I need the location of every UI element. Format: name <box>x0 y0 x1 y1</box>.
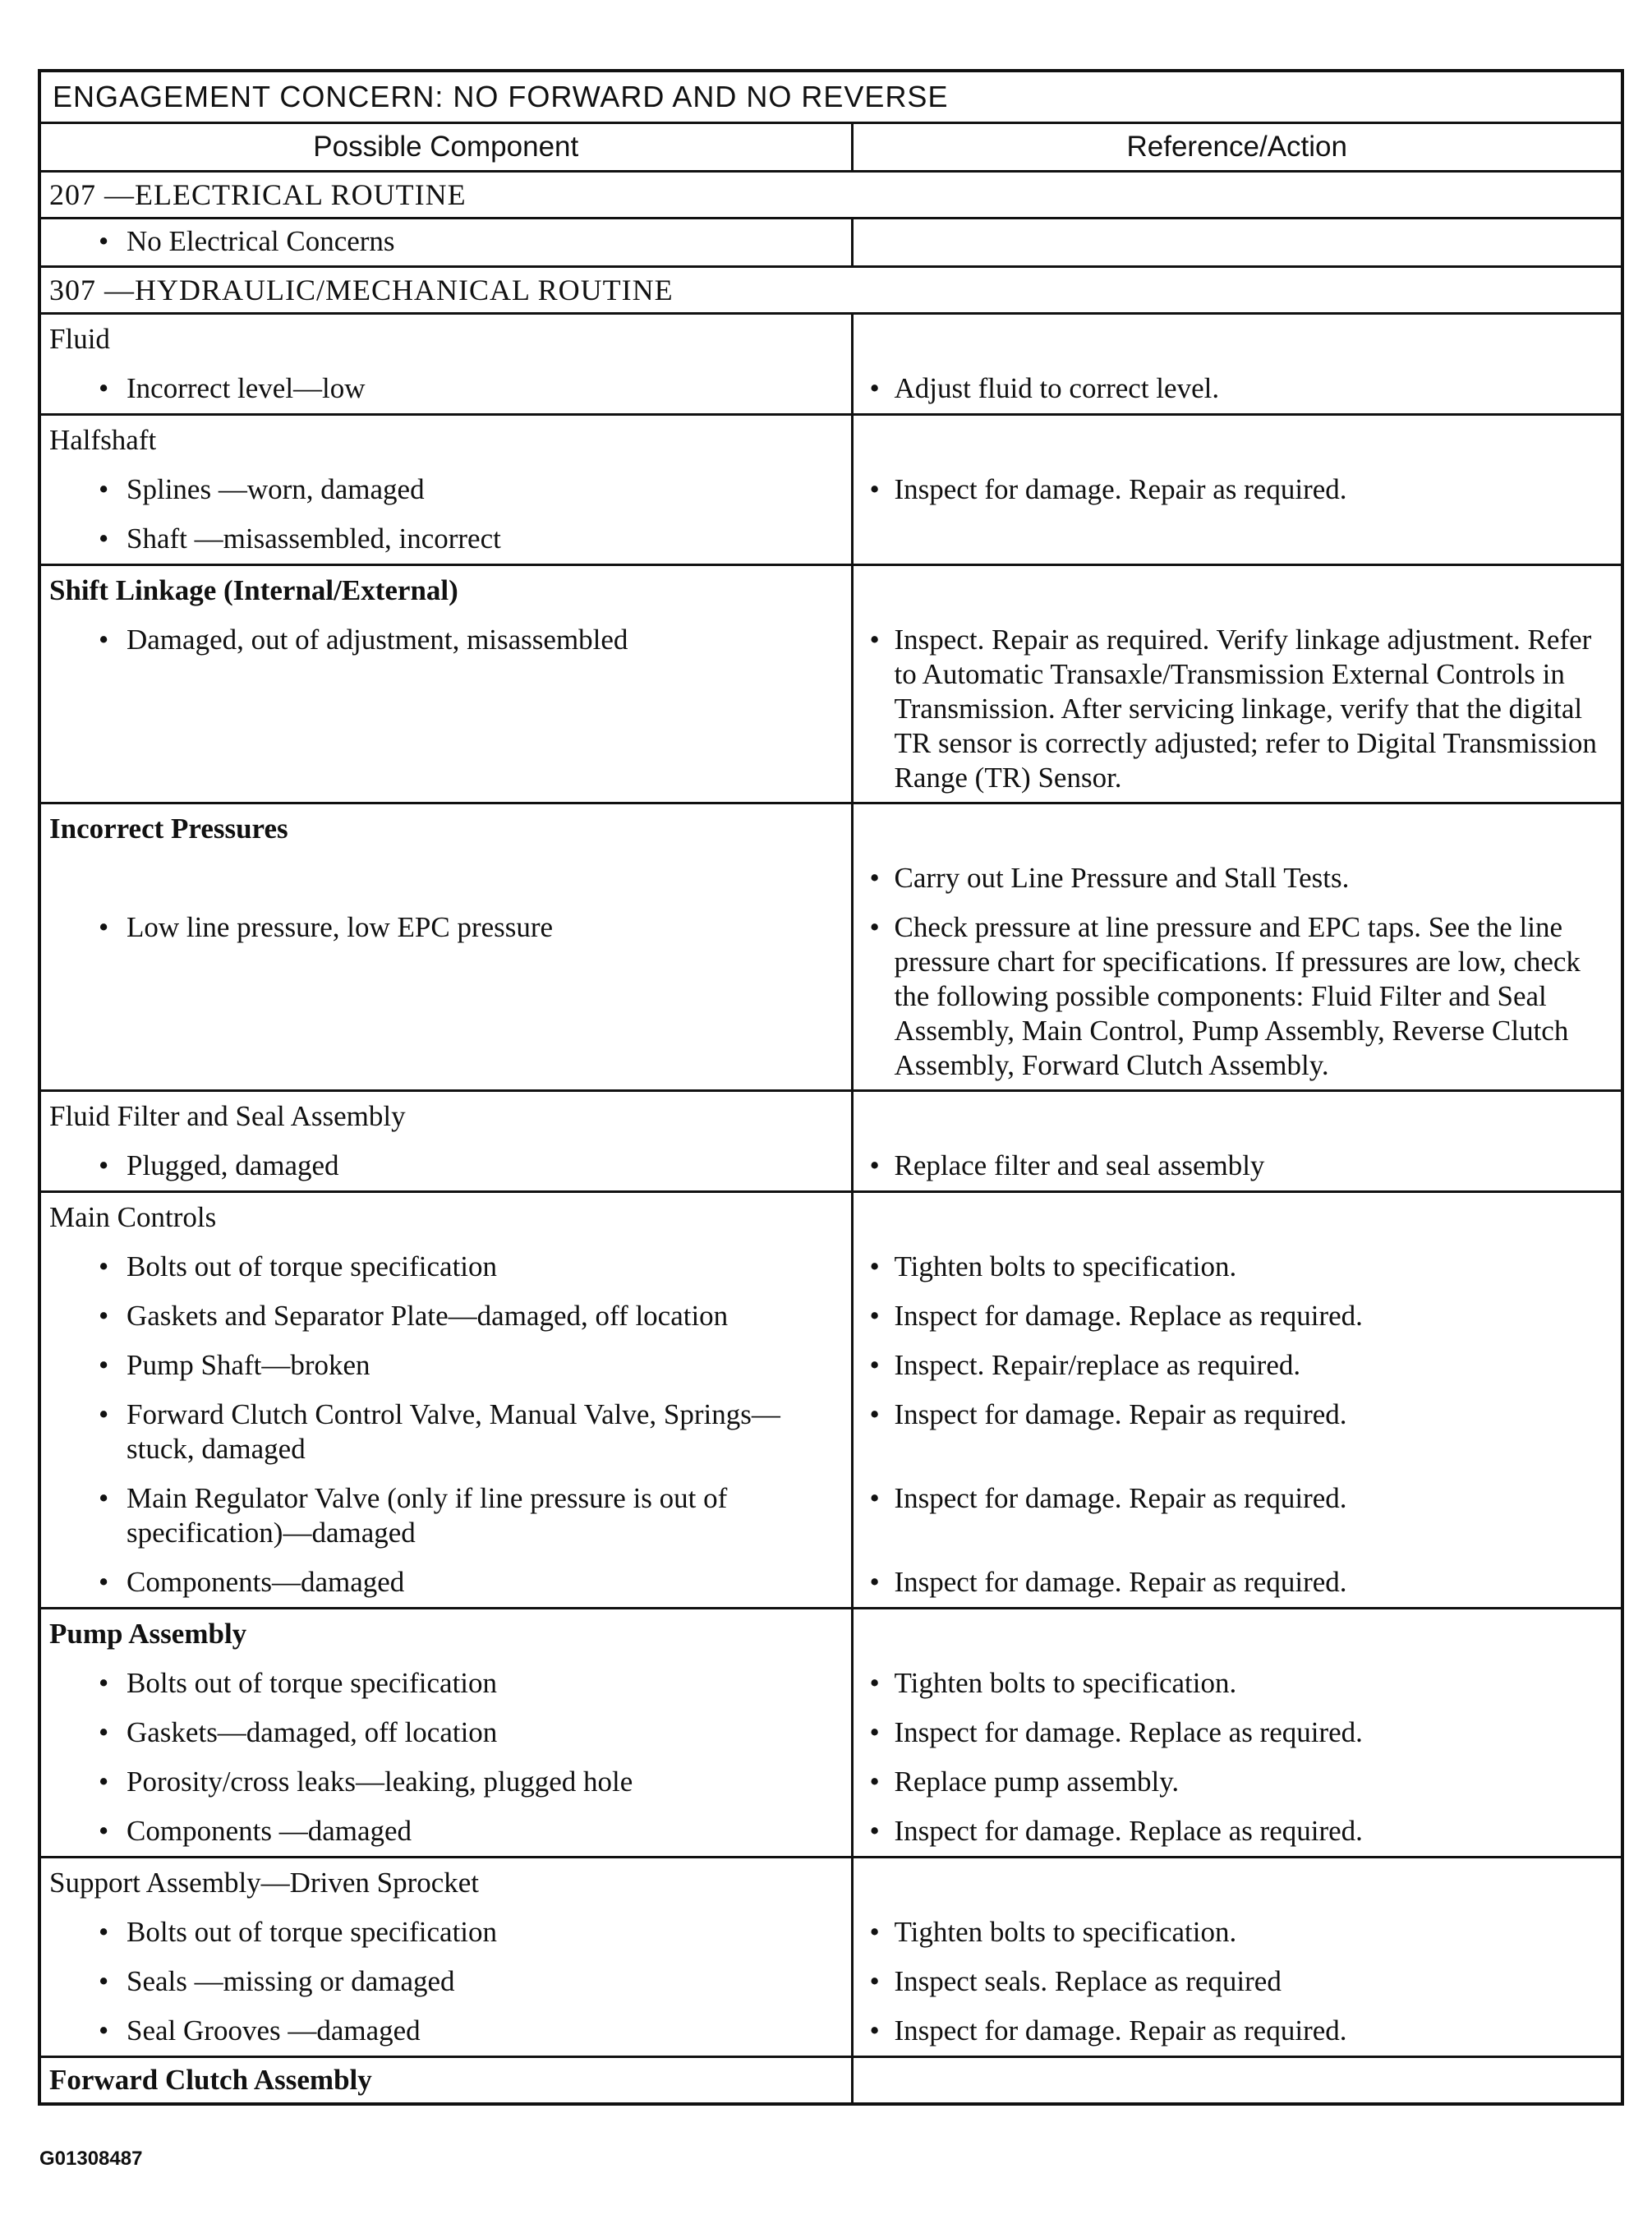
action-cell <box>852 1091 1622 1192</box>
action-text: Adjust fluid to correct level. <box>894 372 1220 404</box>
component-cell <box>39 803 852 1091</box>
bullet: • <box>869 862 880 894</box>
action-text: Replace filter and seal assembly <box>894 1149 1265 1181</box>
list-item <box>41 1708 851 1757</box>
routine-307-title: 307 —HYDRAULIC/MECHANICAL ROUTINE <box>39 267 1622 314</box>
action-item <box>854 1908 1622 1957</box>
action-text: Tighten bolts to specification. <box>894 1916 1237 1948</box>
bullet: • <box>869 1482 880 1514</box>
item-text: Incorrect level—low <box>127 372 366 404</box>
item-text: Forward Clutch Control Valve, Manual Valve, Springs—stuck, damaged <box>127 1398 780 1465</box>
bullet: • <box>99 473 109 505</box>
routine-207-row <box>39 172 1622 219</box>
bullet: • <box>869 1667 880 1699</box>
action-text: Inspect seals. Replace as required <box>894 1965 1282 1997</box>
table-title: ENGAGEMENT CONCERN: NO FORWARD AND NO REVERSE <box>39 71 1622 123</box>
bullet: • <box>99 1965 109 1997</box>
component-cell <box>39 415 852 565</box>
bullet: • <box>869 1398 880 1430</box>
title-row <box>39 71 1622 123</box>
bullet: • <box>869 1965 880 1997</box>
list-item <box>41 615 851 665</box>
bullet: • <box>869 1566 880 1598</box>
list-item <box>41 1291 851 1341</box>
list-item <box>41 465 851 514</box>
item-text: Bolts out of torque specification <box>127 1667 498 1699</box>
bullet: • <box>99 523 109 555</box>
routine-207-title: 207 —ELECTRICAL ROUTINE <box>39 172 1622 219</box>
bullet: • <box>99 1766 109 1798</box>
action-item <box>854 364 1622 413</box>
section-title: Incorrect Pressures <box>49 813 288 845</box>
section-title: Fluid Filter and Seal Assembly <box>49 1100 406 1132</box>
action-cell <box>852 314 1622 415</box>
electrical-action-cell <box>852 219 1622 267</box>
item-text: Components —damaged <box>127 1815 412 1847</box>
bullet: • <box>869 911 880 943</box>
action-text: Inspect for damage. Replace as required. <box>894 1815 1363 1847</box>
bullet: • <box>99 1398 109 1430</box>
list-item <box>41 1807 851 1856</box>
list-item <box>41 1908 851 1957</box>
list-item <box>41 1141 851 1190</box>
action-text: Carry out Line Pressure and Stall Tests. <box>894 862 1350 894</box>
column-header-component: Possible Component <box>39 123 852 172</box>
action-cell <box>852 415 1622 565</box>
component-cell <box>39 1091 852 1192</box>
bullet: • <box>869 1716 880 1748</box>
action-text: Inspect. Repair/replace as required. <box>894 1349 1301 1381</box>
bullet: • <box>99 372 109 404</box>
list-item <box>41 219 851 265</box>
section-title: Support Assembly—Driven Sprocket <box>49 1867 480 1899</box>
item-text: Gaskets and Separator Plate—damaged, off location <box>127 1300 729 1332</box>
action-text: Tighten bolts to specification. <box>894 1667 1237 1699</box>
bullet: • <box>869 372 880 404</box>
routine-307-row <box>39 267 1622 314</box>
list-item <box>41 1558 851 1607</box>
item-text: Bolts out of torque specification <box>127 1916 498 1948</box>
section-halfshaft <box>39 415 1622 565</box>
list-item <box>41 1957 851 2006</box>
list-item <box>41 1390 851 1474</box>
bullet: • <box>99 1300 109 1332</box>
item-text: Main Regulator Valve (only if line pressure is out of specification)—damaged <box>127 1482 728 1549</box>
action-item <box>854 1291 1622 1341</box>
action-item <box>854 854 1622 903</box>
action-item <box>854 1708 1622 1757</box>
bullet: • <box>869 1149 880 1181</box>
bullet: • <box>99 624 109 656</box>
action-cell <box>852 1609 1622 1858</box>
bullet: • <box>869 1300 880 1332</box>
list-item <box>41 1757 851 1807</box>
item-text: Bolts out of torque specification <box>127 1250 498 1282</box>
bullet: • <box>99 1482 109 1514</box>
action-text: Inspect for damage. Repair as required. <box>894 473 1347 505</box>
action-cell <box>852 1192 1622 1609</box>
action-text: Inspect for damage. Repair as required. <box>894 2014 1347 2047</box>
section-forward-clutch <box>39 2057 1622 2105</box>
bullet: • <box>869 1766 880 1798</box>
bullet: • <box>99 225 109 257</box>
list-item <box>41 2006 851 2056</box>
list-item <box>41 903 851 952</box>
item-text: Seal Grooves —damaged <box>127 2014 421 2047</box>
component-cell <box>39 565 852 803</box>
list-item <box>41 1659 851 1708</box>
electrical-component-cell <box>39 219 852 267</box>
section-main-controls <box>39 1192 1622 1609</box>
action-item <box>854 903 1622 1089</box>
action-item <box>854 1242 1622 1291</box>
action-text: Inspect for damage. Repair as required. <box>894 1482 1347 1514</box>
bullet: • <box>99 1815 109 1847</box>
list-item <box>41 1242 851 1291</box>
item-text: Pump Shaft—broken <box>127 1349 370 1381</box>
action-item <box>854 2006 1622 2056</box>
action-item <box>854 1807 1622 1856</box>
component-cell <box>39 1858 852 2057</box>
action-cell <box>852 2057 1622 2105</box>
section-title: Pump Assembly <box>49 1618 247 1650</box>
section-fluid <box>39 314 1622 415</box>
section-support-assembly <box>39 1858 1622 2057</box>
action-item <box>854 1757 1622 1807</box>
item-text: Porosity/cross leaks—leaking, plugged hole <box>127 1766 633 1798</box>
component-cell <box>39 1609 852 1858</box>
bullet: • <box>869 1250 880 1282</box>
action-text: Tighten bolts to specification. <box>894 1250 1237 1282</box>
item-text: Plugged, damaged <box>127 1149 339 1181</box>
action-item <box>854 1558 1622 1607</box>
component-cell <box>39 314 852 415</box>
action-text: Inspect for damage. Repair as required. <box>894 1398 1347 1430</box>
item-text: Components—damaged <box>127 1566 405 1598</box>
action-item <box>854 1474 1622 1558</box>
electrical-item: No Electrical Concerns <box>127 225 395 257</box>
section-shift-linkage <box>39 565 1622 803</box>
action-text: Inspect. Repair as required. Verify linkage adjustment. Refer to Automatic Transaxle/Transmission External Controls in Transmission. After servicing linkage, verify that the digital TR sensor is correctly adjusted; refer to Digital Transmission Range (TR) Sensor. <box>894 624 1597 794</box>
item-text: Splines —worn, damaged <box>127 473 425 505</box>
list-item <box>41 1474 851 1558</box>
item-text: Damaged, out of adjustment, misassembled <box>127 624 628 656</box>
bullet: • <box>869 1815 880 1847</box>
section-title: Main Controls <box>49 1201 217 1233</box>
action-cell <box>852 803 1622 1091</box>
column-header-action: Reference/Action <box>852 123 1622 172</box>
bullet: • <box>99 1349 109 1381</box>
electrical-row <box>39 219 1622 267</box>
action-cell <box>852 565 1622 803</box>
item-text: Gaskets—damaged, off location <box>127 1716 498 1748</box>
item-text: Shaft —misassembled, incorrect <box>127 523 501 555</box>
action-text: Inspect for damage. Replace as required. <box>894 1300 1363 1332</box>
section-fluid-filter <box>39 1091 1622 1192</box>
action-item <box>854 1957 1622 2006</box>
bullet: • <box>99 1916 109 1948</box>
list-item <box>41 514 851 564</box>
bullet: • <box>869 1916 880 1948</box>
bullet: • <box>869 2014 880 2047</box>
bullet: • <box>99 2014 109 2047</box>
list-item <box>41 364 851 413</box>
header-row <box>39 123 1622 172</box>
section-title: Fluid <box>49 323 110 355</box>
bullet: • <box>99 1566 109 1598</box>
action-item <box>854 1141 1622 1190</box>
list-item <box>41 1341 851 1390</box>
bullet: • <box>869 1349 880 1381</box>
action-text: Inspect for damage. Repair as required. <box>894 1566 1347 1598</box>
action-cell <box>852 1858 1622 2057</box>
action-item <box>854 615 1622 802</box>
section-pump-assembly <box>39 1609 1622 1858</box>
action-item <box>854 1341 1622 1390</box>
bullet: • <box>99 1716 109 1748</box>
bullet: • <box>99 1250 109 1282</box>
action-item <box>854 1659 1622 1708</box>
bullet: • <box>869 473 880 505</box>
action-text: Replace pump assembly. <box>894 1766 1180 1798</box>
section-title: Halfshaft <box>49 424 157 456</box>
section-title: Shift Linkage (Internal/External) <box>49 574 458 606</box>
action-item <box>854 465 1622 514</box>
component-cell <box>39 1192 852 1609</box>
section-incorrect-pressures <box>39 803 1622 1091</box>
action-text: Inspect for damage. Replace as required. <box>894 1716 1363 1748</box>
item-text: Seals —missing or damaged <box>127 1965 455 1997</box>
component-cell <box>39 2057 852 2105</box>
bullet: • <box>99 1149 109 1181</box>
bullet: • <box>99 1667 109 1699</box>
figure-code: G01308487 <box>39 2148 143 2170</box>
bullet: • <box>869 624 880 656</box>
concern-table <box>38 69 1624 2106</box>
bullet: • <box>99 911 109 943</box>
item-text: Low line pressure, low EPC pressure <box>127 911 554 943</box>
section-title: Forward Clutch Assembly <box>49 2064 372 2096</box>
action-item <box>854 1390 1622 1474</box>
action-text: Check pressure at line pressure and EPC taps. See the line pressure chart for specifications. If pressures are low, check the following possible components: Fluid Filter and Seal Assembly, Main Control, Pump Assembly, Reverse Clutch Assembly, Forward Clutch Assembly. <box>894 911 1581 1081</box>
